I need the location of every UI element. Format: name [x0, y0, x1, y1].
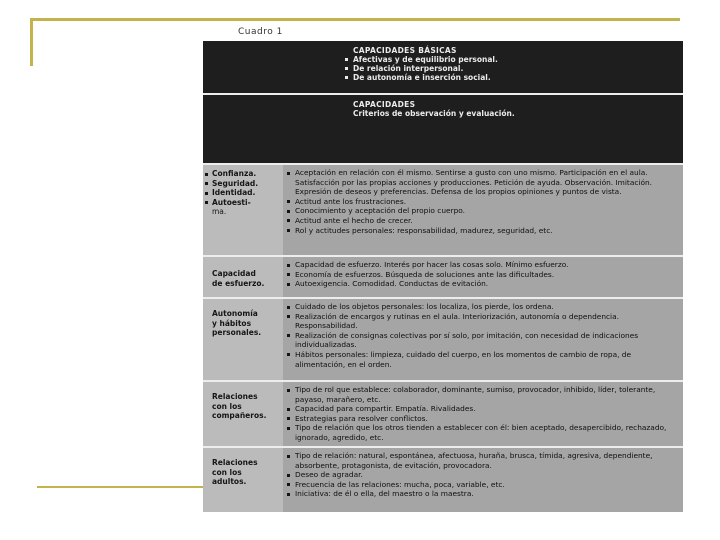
- slide-left-rule: [30, 18, 33, 66]
- row-label: con los: [212, 467, 242, 477]
- table-row-confianza: [203, 163, 683, 255]
- row-criteria-cell: [283, 382, 683, 446]
- header2-subtitle: Criterios de observación y evaluación.: [353, 109, 515, 118]
- criteria-item: Actitud ante los frustraciones.: [295, 197, 677, 207]
- criteria-item: Capacidad de esfuerzo. Interés por hacer las cosas solo. Mínimo esfuerzo.: [295, 260, 677, 270]
- criteria-item: Capacidad para compartir. Empatía. Rivalidades.: [295, 404, 677, 414]
- header1-item: Afectivas y de equilibrio personal.: [353, 55, 673, 64]
- row-label-cell: [203, 165, 283, 255]
- header1-item: De autonomía e inserción social.: [353, 73, 673, 82]
- criteria-item: Rol y actitudes personales: responsabilidad, madurez, seguridad, etc.: [295, 226, 677, 236]
- criteria-item: Realización de encargos y rutinas en el aula. Interiorización, autonomía o dependencia. Responsabilidad.: [295, 312, 677, 331]
- criteria-item: Actitud ante el hecho de crecer.: [295, 216, 677, 226]
- row-criteria-cell: [283, 448, 683, 512]
- criteria-item: Hábitos personales: limpieza, cuidado del cuerpo, en los momentos de cambio de ropa, de alimentación, en el orden.: [295, 350, 677, 369]
- criteria-item: Autoexigencia. Comodidad. Conductas de evitación.: [295, 279, 677, 289]
- row-label: adultos.: [212, 477, 247, 487]
- row-label: Autonomía: [212, 309, 258, 318]
- row-label-cell: [203, 299, 283, 380]
- row-label: y hábitos: [212, 318, 252, 328]
- criteria-item: Deseo de agradar.: [295, 470, 677, 480]
- criteria-item: Tipo de relación: natural, espontánea, afectuosa, huraña, brusca, tímida, agresiva, dependiente, absorbente, protagonista, de evitación, provocadora.: [295, 451, 677, 470]
- row-label-cell: [203, 382, 283, 446]
- figure-title: Cuadro 1: [238, 27, 283, 37]
- bullet-icon: [345, 67, 348, 70]
- row-label: Confianza.: [212, 169, 283, 179]
- row-label: compañeros.: [212, 411, 267, 421]
- row-label: con los: [212, 401, 242, 411]
- table-row-esfuerzo: [203, 255, 683, 297]
- row-label-cell: [203, 448, 283, 512]
- row-label: Relaciones: [212, 458, 258, 467]
- criteria-item: Iniciativa: de él o ella, del maestro o la maestra.: [295, 489, 677, 499]
- table-row-autonomia: [203, 297, 683, 380]
- criteria-item: Cuidado de los objetos personales: los localiza, los pierde, los ordena.: [295, 302, 677, 312]
- row-label: Seguridad.: [212, 179, 283, 189]
- row-label-cell: [203, 257, 283, 297]
- header1-title: CAPACIDADES BÁSICAS: [353, 46, 457, 55]
- row-label: ma.: [212, 207, 227, 217]
- criteria-item: Realización de consignas colectivas por sí solo, por imitación, con necesidad de indicaciones individualizadas.: [295, 331, 677, 350]
- criteria-item: Conocimiento y aceptación del propio cuerpo.: [295, 206, 677, 216]
- table-row-adultos: [203, 446, 683, 512]
- row-label: personales.: [212, 328, 262, 338]
- criteria-item: Economía de esfuerzos. Búsqueda de soluciones ante las dificultades.: [295, 270, 677, 280]
- row-criteria-cell: [283, 257, 683, 297]
- header1-item: De relación interpersonal.: [353, 64, 673, 73]
- row-criteria-cell: [283, 299, 683, 380]
- row-criteria-cell: [283, 165, 683, 255]
- row-label: Capacidad: [212, 269, 256, 278]
- header2-title: CAPACIDADES: [353, 100, 416, 109]
- row-label: de esfuerzo.: [212, 278, 265, 288]
- criteria-item: Tipo de rol que establece: colaborador, dominante, sumiso, provocador, inhibido, líder, tolerante, payaso, marañero, etc.: [295, 385, 677, 404]
- row-label: Relaciones: [212, 392, 258, 401]
- slide-top-rule: [30, 18, 680, 21]
- criteria-item: Aceptación en relación con él mismo. Sentirse a gusto con uno mismo. Participación en el aula. Satisfacción por las propias acciones y producciones. Petición de ayuda. Observación. Imitación. Expresión de deseos y preferencias. Defensa de los propios opiniones y puntos de vista.: [295, 168, 677, 197]
- header-capacities: [203, 93, 683, 163]
- scanned-table: [203, 41, 683, 499]
- table-row-companeros: [203, 380, 683, 446]
- criteria-item: Estrategias para resolver conflictos.: [295, 414, 677, 424]
- criteria-item: Tipo de relación que los otros tienden a establecer con él: bien aceptado, desapercibido, rechazado, ignorado, agredido, etc.: [295, 423, 677, 442]
- row-label: Autoesti-: [212, 198, 283, 208]
- criteria-item: Frecuencia de las relaciones: mucha, poca, variable, etc.: [295, 480, 677, 490]
- bullet-icon: [345, 58, 348, 61]
- bullet-icon: [345, 76, 348, 79]
- row-label: Identidad.: [212, 188, 283, 198]
- header-basic-capacities: [203, 41, 683, 93]
